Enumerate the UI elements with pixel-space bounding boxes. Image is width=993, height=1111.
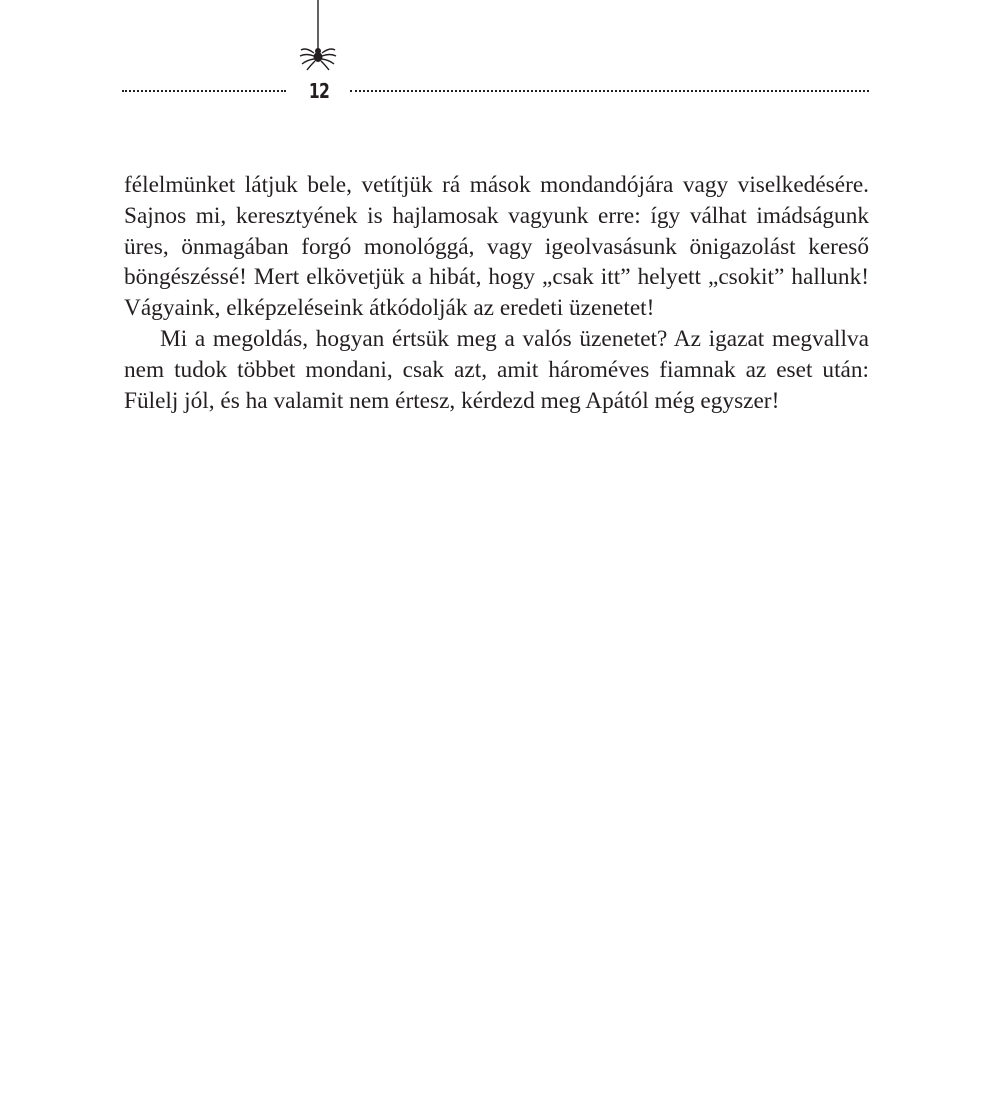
header-rule-right xyxy=(350,90,869,92)
paragraph: félelmünket látjuk bele, vetítjük rá mások mondandójára vagy viselkedésére. Sajnos mi, keresztyének is hajlamosak vagyunk erre: így válhat imádságunk üres, önmagában forgó monológgá, vagy igeolvasásunk önigazolást kereső böngészéssé! Mert elkövetjük a hibát, hogy „csak itt” helyett „csokit” hallunk! Vágyaink, elképzeléseink átkódolják az eredeti üzenetet! xyxy=(124,172,869,322)
page-number: 12 xyxy=(308,79,330,103)
paragraph: Mi a megoldás, hogyan értsük meg a valós üzenetet? Az igazat megvallva nem tudok többet mondani, csak azt, amit hároméves fiamnak az eset után: Fülelj jól, és ha valamit nem értesz, kérdezd meg Apától még egyszer! xyxy=(124,325,869,414)
header-rule-left xyxy=(122,90,286,92)
spider-hanging-icon xyxy=(296,0,340,74)
page-header xyxy=(0,0,993,110)
body-text xyxy=(124,170,869,416)
